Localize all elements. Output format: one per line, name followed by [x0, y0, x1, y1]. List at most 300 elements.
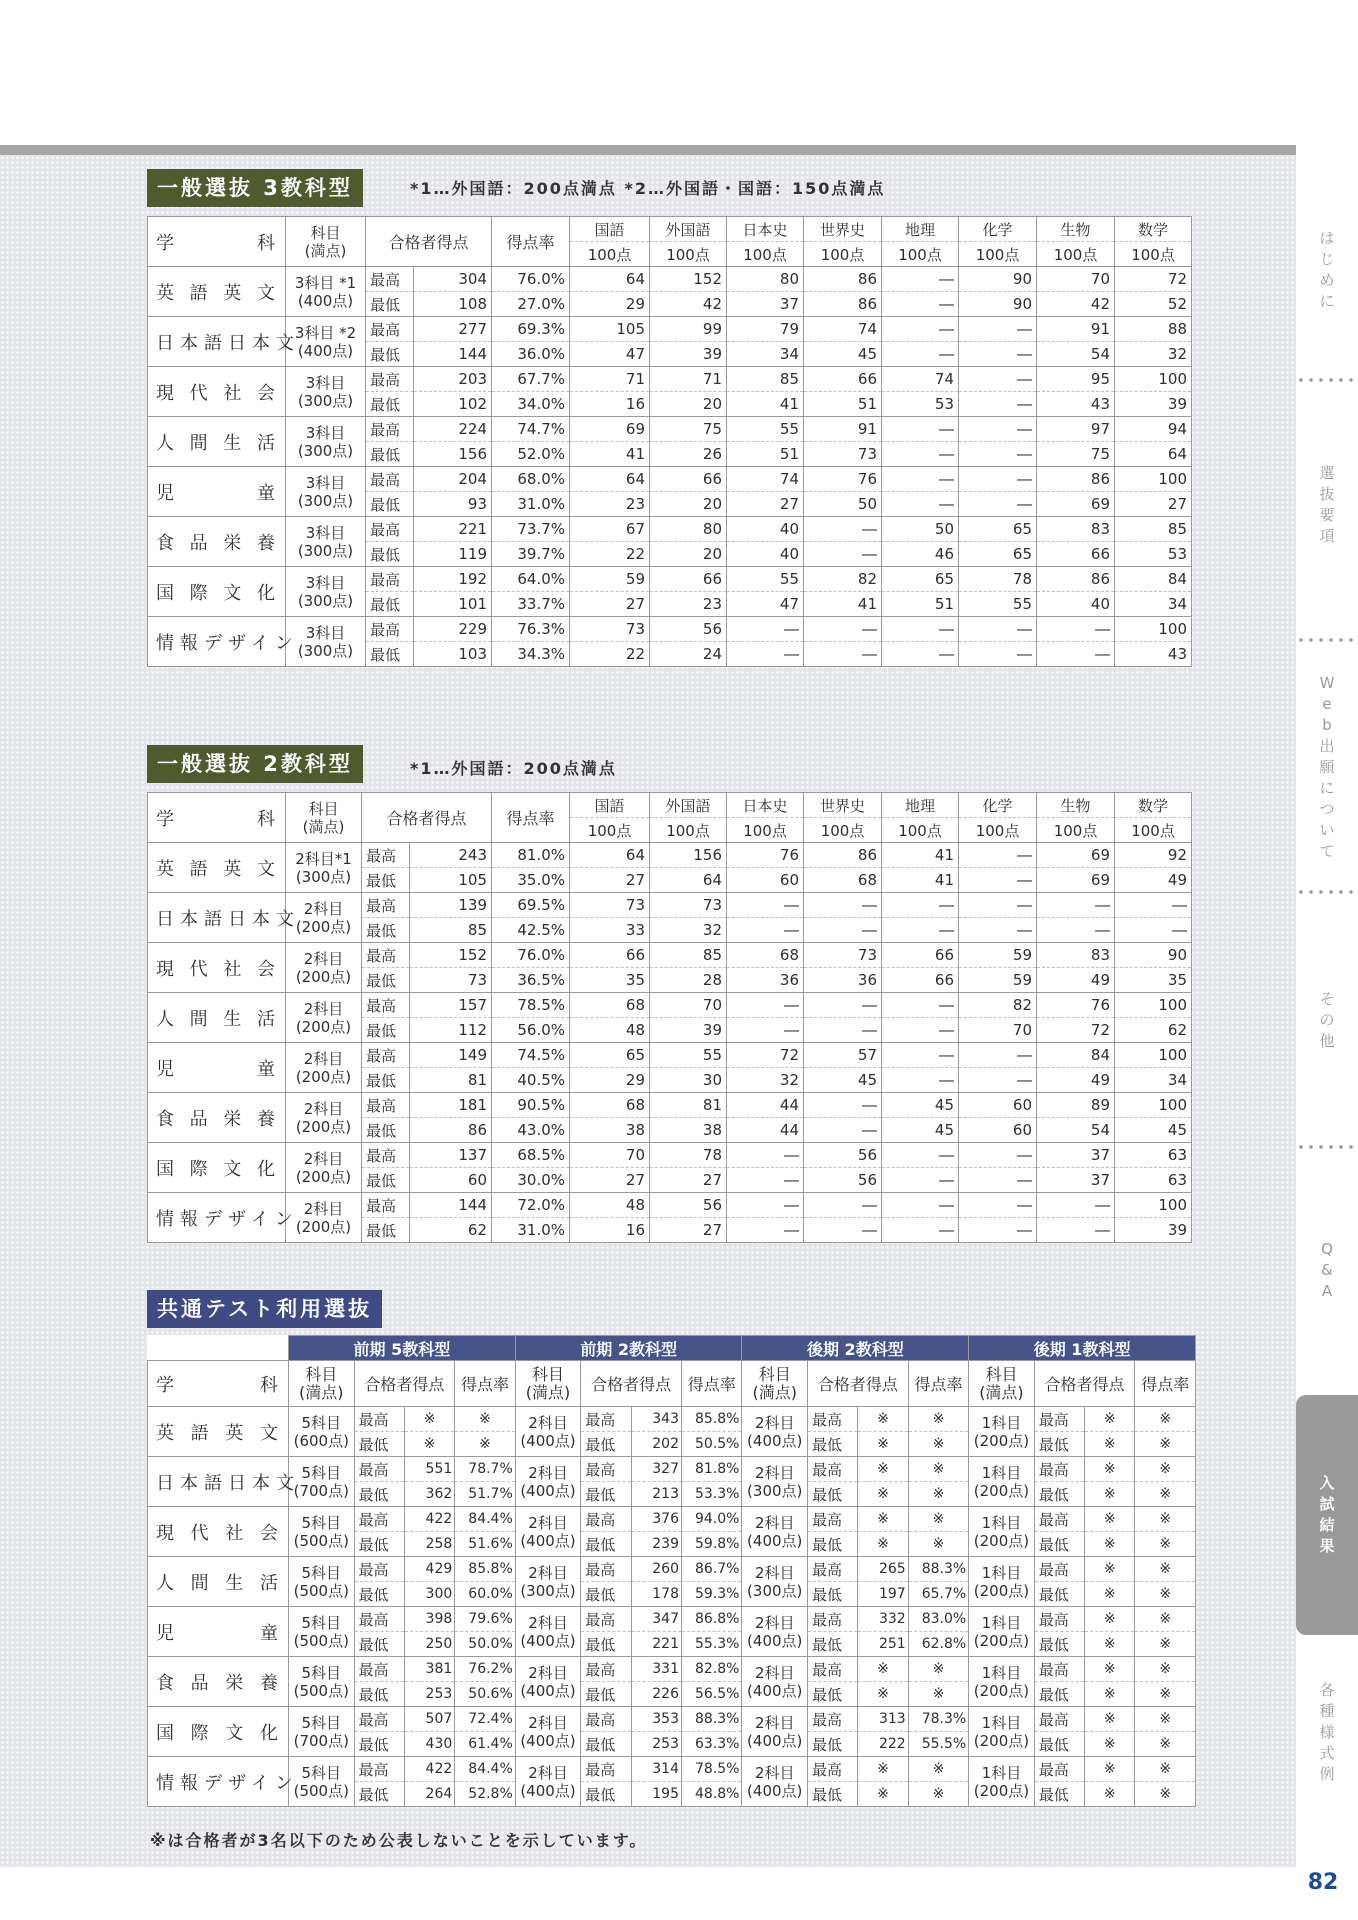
min-label: 最低 — [362, 868, 410, 893]
subject-count-label: 2科目 — [303, 1049, 344, 1068]
subject-score-cell: 156 — [650, 843, 727, 868]
subject-score-cell: 49 — [1037, 968, 1115, 993]
nav-item-3[interactable] — [1296, 935, 1358, 1105]
subject-count-label: 1科目 — [981, 1513, 1022, 1532]
subject-score-cell: 64 — [1115, 442, 1192, 467]
subject-score-cell: 90 — [959, 267, 1037, 292]
score-cell: 62 — [410, 1218, 492, 1243]
rate-cell: ※ — [455, 1407, 515, 1432]
subject-score-cell: 34 — [1115, 1068, 1192, 1093]
subject-score-cell: 20 — [650, 542, 727, 567]
subject-count — [289, 1657, 354, 1707]
nav-item-4[interactable] — [1296, 1190, 1358, 1350]
rate-cell: 39.7% — [492, 542, 570, 567]
subject-count — [286, 567, 366, 617]
nav-item-label: 願 — [1319, 758, 1335, 776]
rate-cell: ※ — [908, 1457, 968, 1482]
subject-score-cell: 65 — [570, 1043, 650, 1068]
subject-score-cell: ― — [727, 1218, 804, 1243]
rate-cell: 88.3% — [908, 1557, 968, 1582]
subject-count-header — [289, 1361, 354, 1407]
subject-count-points: (700点) — [293, 1481, 349, 1500]
max-label: 最高 — [1034, 1557, 1084, 1582]
dept-name: 日本語日本文 — [148, 893, 286, 943]
rate-cell: 90.5% — [492, 1093, 570, 1118]
subject-score-cell: 76 — [727, 843, 804, 868]
min-label: 最低 — [1034, 1582, 1084, 1607]
nav-divider — [1296, 638, 1358, 642]
subject-score-cell: 86 — [804, 292, 882, 317]
subject-score-cell: 85 — [1115, 517, 1192, 542]
nav-item-label: は — [1319, 229, 1335, 247]
score-cell: 331 — [631, 1657, 681, 1682]
min-label: 最低 — [354, 1582, 404, 1607]
subject-header: 生物 — [1037, 217, 1115, 242]
subject-count-points: (400点) — [747, 1731, 803, 1750]
subject-score-cell: ― — [882, 1143, 959, 1168]
table-row — [148, 893, 1192, 918]
nav-item-label: て — [1319, 842, 1335, 860]
subject-score-cell: 20 — [650, 492, 727, 517]
subject-count — [286, 1143, 362, 1193]
subject-score-cell: ― — [959, 1193, 1037, 1218]
subject-count-points: (200点) — [973, 1631, 1030, 1650]
nav-item-2[interactable] — [1296, 630, 1358, 905]
rate-cell: 76.0% — [492, 267, 570, 292]
rate-header: 得点率 — [1135, 1361, 1196, 1407]
min-label: 最低 — [807, 1732, 857, 1757]
subject-score-cell: 20 — [650, 392, 727, 417]
subject-score-cell: 54 — [1037, 342, 1115, 367]
rate-cell: 82.8% — [682, 1657, 742, 1682]
subject-header: 外国語 — [650, 793, 727, 818]
subject-score-cell: ― — [882, 442, 959, 467]
rate-cell: 36.0% — [492, 342, 570, 367]
dept-name: 情報デザイン — [148, 1193, 286, 1243]
max-label: 最高 — [807, 1607, 857, 1632]
score-cell: ※ — [1085, 1582, 1135, 1607]
subject-score-cell: ― — [727, 1143, 804, 1168]
subject-score-cell: 76 — [1037, 993, 1115, 1018]
rate-cell: 34.3% — [492, 642, 570, 667]
table-row — [148, 1457, 1196, 1482]
table-row — [148, 1507, 1196, 1532]
nav-item-5[interactable] — [1296, 1395, 1358, 1635]
subject-score-cell: 66 — [570, 943, 650, 968]
rate-cell: 42.5% — [492, 918, 570, 943]
score-cell: 178 — [631, 1582, 681, 1607]
subject-score-cell: ― — [882, 1168, 959, 1193]
max-label: 最高 — [362, 993, 410, 1018]
subject-header: 化学 — [959, 217, 1037, 242]
rate-cell: 36.5% — [492, 968, 570, 993]
score-cell: 81 — [410, 1068, 492, 1093]
subject-score-cell: 57 — [804, 1043, 882, 1068]
subject-count — [515, 1557, 580, 1607]
subject-score-cell: ― — [959, 1068, 1037, 1093]
min-label: 最低 — [807, 1482, 857, 1507]
score-cell: 422 — [404, 1757, 454, 1782]
score-cell: 197 — [858, 1582, 908, 1607]
subject-score-cell: ― — [882, 492, 959, 517]
subject-score-cell: 69 — [570, 417, 650, 442]
subject-count-points: (200点) — [973, 1781, 1030, 1800]
dept-name: 児童 — [148, 467, 286, 517]
subject-header: 日本史 — [727, 793, 804, 818]
nav-item-1[interactable] — [1296, 420, 1358, 590]
subject-score-cell: 82 — [804, 567, 882, 592]
min-label: 最低 — [581, 1532, 631, 1557]
subject-score-cell: ― — [882, 642, 959, 667]
subject-score-cell: ― — [959, 442, 1037, 467]
subject-count-label: 5科目 — [301, 1513, 342, 1532]
subject-score-cell: 30 — [650, 1068, 727, 1093]
subject-score-cell: ― — [959, 342, 1037, 367]
subject-score-cell: 100 — [1115, 1093, 1192, 1118]
subject-count-points: (500点) — [293, 1581, 349, 1600]
score-cell: 422 — [404, 1507, 454, 1532]
subject-score-cell: 39 — [650, 342, 727, 367]
score-cell: 86 — [410, 1118, 492, 1143]
subject-score-cell: 44 — [727, 1093, 804, 1118]
subject-count-header — [286, 217, 366, 267]
subject-score-cell: 83 — [1037, 943, 1115, 968]
subject-header-label: 科目 — [305, 1364, 338, 1384]
subject-count-label: 2科目 — [528, 1763, 568, 1782]
subject-score-cell: 91 — [1037, 317, 1115, 342]
nav-item-label: 項 — [1319, 527, 1335, 545]
nav-item-label: い — [1319, 821, 1335, 839]
subject-score-cell: 38 — [570, 1118, 650, 1143]
rate-cell: 59.8% — [682, 1532, 742, 1557]
subject-score-cell: 42 — [1037, 292, 1115, 317]
max-label: 最高 — [1034, 1507, 1084, 1532]
section-title-common-test: 共通テスト利用選抜 — [147, 1290, 382, 1328]
subject-score-cell: 32 — [727, 1068, 804, 1093]
subject-count-label: 3科目 — [305, 623, 346, 642]
subject-header: 国語 — [570, 793, 650, 818]
subject-count-label: 2科目 — [754, 1463, 795, 1482]
subject-count — [742, 1607, 807, 1657]
rate-cell: 76.0% — [492, 943, 570, 968]
rate-cell: 50.5% — [682, 1432, 742, 1457]
max-label: 最高 — [354, 1657, 404, 1682]
subject-count-points: (200点) — [973, 1431, 1030, 1450]
rate-cell: 83.0% — [908, 1607, 968, 1632]
rate-cell: 72.0% — [492, 1193, 570, 1218]
subject-score-cell: 89 — [1037, 1093, 1115, 1118]
subject-score-cell: 39 — [650, 1018, 727, 1043]
subject-count-label: 1科目 — [981, 1713, 1022, 1732]
rate-cell: 78.5% — [492, 993, 570, 1018]
rate-cell: ※ — [908, 1532, 968, 1557]
dept-name: 国際文化 — [148, 1143, 286, 1193]
max-label: 最高 — [362, 843, 410, 868]
subject-score-cell: 73 — [804, 943, 882, 968]
min-label: 最低 — [1034, 1432, 1084, 1457]
subject-count-points: (200点) — [295, 1067, 352, 1086]
table-row — [148, 1043, 1192, 1068]
rate-cell: ※ — [1135, 1532, 1196, 1557]
subject-header: 世界史 — [804, 793, 882, 818]
rate-cell: 53.3% — [682, 1482, 742, 1507]
subject-score-cell: 53 — [1115, 542, 1192, 567]
points-header: 100点 — [959, 242, 1037, 267]
score-cell: 112 — [410, 1018, 492, 1043]
max-label: 最高 — [354, 1557, 404, 1582]
subject-score-cell: 66 — [650, 467, 727, 492]
subject-count-label: 2科目 — [754, 1713, 795, 1732]
subject-score-cell: ― — [959, 843, 1037, 868]
score-cell: ※ — [1085, 1782, 1135, 1807]
table-row — [148, 417, 1192, 442]
subject-score-cell: 90 — [959, 292, 1037, 317]
max-label: 最高 — [366, 317, 414, 342]
points-header: 100点 — [1037, 242, 1115, 267]
min-label: 最低 — [366, 392, 414, 417]
subject-score-cell: ― — [1037, 893, 1115, 918]
score-cell: 93 — [414, 492, 492, 517]
subject-score-cell: 76 — [804, 467, 882, 492]
min-label: 最低 — [366, 492, 414, 517]
subject-count — [289, 1507, 354, 1557]
dept-header: 学 科 — [148, 1361, 289, 1407]
min-label: 最低 — [362, 1068, 410, 1093]
subject-score-cell: ― — [959, 1168, 1037, 1193]
min-label: 最低 — [366, 342, 414, 367]
score-cell: 139 — [410, 893, 492, 918]
points-header: 100点 — [727, 242, 804, 267]
subject-score-cell: 52 — [1115, 292, 1192, 317]
subject-count-label: 2科目 — [754, 1413, 795, 1432]
subject-score-cell: ― — [959, 642, 1037, 667]
max-label: 最高 — [807, 1757, 857, 1782]
subject-score-cell: 36 — [804, 968, 882, 993]
nav-item-label: に — [1319, 779, 1335, 797]
max-label: 最高 — [362, 1143, 410, 1168]
max-label: 最高 — [366, 617, 414, 642]
subject-score-cell: ― — [882, 342, 959, 367]
score-cell: ※ — [858, 1532, 908, 1557]
dept-name: 人間生活 — [148, 417, 286, 467]
table-row — [148, 1557, 1196, 1582]
section-title-general-3: 一般選抜 3教科型 — [147, 169, 363, 207]
score-cell: ※ — [1085, 1457, 1135, 1482]
rate-cell: 50.6% — [455, 1682, 515, 1707]
nav-item-label: に — [1319, 292, 1335, 310]
rate-cell: 84.4% — [455, 1757, 515, 1782]
subject-score-cell: ― — [804, 517, 882, 542]
subject-count-points: (300点) — [520, 1581, 576, 1600]
subject-score-cell: 36 — [727, 968, 804, 993]
subject-header: 外国語 — [650, 217, 727, 242]
points-header: 100点 — [959, 818, 1037, 843]
max-label: 最高 — [581, 1507, 631, 1532]
rate-cell: ※ — [1135, 1732, 1196, 1757]
score-cell: 343 — [631, 1407, 681, 1432]
subject-score-cell: ― — [959, 417, 1037, 442]
score-cell: 73 — [410, 968, 492, 993]
subject-score-cell: 100 — [1115, 1193, 1192, 1218]
rate-cell: 56.0% — [492, 1018, 570, 1043]
rate-cell: ※ — [1135, 1507, 1196, 1532]
score-cell: 507 — [404, 1707, 454, 1732]
subject-score-cell: 72 — [1037, 1018, 1115, 1043]
score-cell: 398 — [404, 1607, 454, 1632]
score-cell: ※ — [1085, 1632, 1135, 1657]
subject-score-cell: 60 — [959, 1118, 1037, 1143]
subject-score-cell: 24 — [650, 642, 727, 667]
subject-count-points: (400点) — [520, 1731, 576, 1750]
subject-score-cell: 100 — [1115, 1043, 1192, 1068]
subject-score-cell: 70 — [1037, 267, 1115, 292]
rate-cell: 35.0% — [492, 868, 570, 893]
rate-cell: 88.3% — [682, 1707, 742, 1732]
min-label: 最低 — [581, 1582, 631, 1607]
dept-name: 国際文化 — [148, 567, 286, 617]
subject-score-cell: 48 — [570, 1018, 650, 1043]
max-label: 最高 — [362, 1093, 410, 1118]
nav-item-label: 果 — [1319, 1537, 1335, 1555]
dept-name: 日本語日本文 — [148, 317, 286, 367]
subject-score-cell: 56 — [650, 617, 727, 642]
min-label: 最低 — [581, 1632, 631, 1657]
subject-score-cell: ― — [959, 1218, 1037, 1243]
rate-cell: 73.7% — [492, 517, 570, 542]
score-cell: 202 — [631, 1432, 681, 1457]
score-cell: 85 — [410, 918, 492, 943]
rate-cell: ※ — [1135, 1632, 1196, 1657]
nav-item-6[interactable] — [1296, 1650, 1358, 1815]
subject-count-points: (200点) — [295, 1167, 352, 1186]
rate-cell: 78.5% — [682, 1757, 742, 1782]
min-label: 最低 — [354, 1432, 404, 1457]
score-cell: ※ — [858, 1507, 908, 1532]
rate-cell: 74.5% — [492, 1043, 570, 1068]
rate-cell: 79.6% — [455, 1607, 515, 1632]
subject-header-points: (満点) — [525, 1382, 571, 1402]
score-header: 合格者得点 — [807, 1361, 908, 1407]
subject-score-cell: 32 — [650, 918, 727, 943]
subject-score-cell: 45 — [882, 1093, 959, 1118]
subject-score-cell: 66 — [882, 943, 959, 968]
subject-score-cell: ― — [804, 1018, 882, 1043]
subject-count — [286, 1043, 362, 1093]
nav-item-label: & — [1321, 1260, 1333, 1279]
subject-count — [515, 1607, 580, 1657]
subject-score-cell: ― — [1037, 918, 1115, 943]
score-cell: 204 — [414, 467, 492, 492]
subject-score-cell: 51 — [727, 442, 804, 467]
subject-score-cell: ― — [882, 417, 959, 442]
score-cell: ※ — [858, 1432, 908, 1457]
rate-cell: ※ — [908, 1407, 968, 1432]
subject-score-cell: ― — [1115, 918, 1192, 943]
rate-cell: 68.0% — [492, 467, 570, 492]
rate-cell: 61.4% — [455, 1732, 515, 1757]
subject-count-points: (400点) — [747, 1681, 803, 1700]
subject-count-label: 2科目 — [754, 1663, 795, 1682]
subject-score-cell: 75 — [650, 417, 727, 442]
subject-score-cell: 82 — [959, 993, 1037, 1018]
subject-score-cell: ― — [882, 1043, 959, 1068]
max-label: 最高 — [362, 893, 410, 918]
subject-score-cell: 45 — [1115, 1118, 1192, 1143]
subject-score-cell: ― — [727, 1193, 804, 1218]
min-label: 最低 — [1034, 1732, 1084, 1757]
score-header: 合格者得点 — [581, 1361, 682, 1407]
subject-count-points: (200点) — [295, 1117, 352, 1136]
score-cell: 551 — [404, 1457, 454, 1482]
score-cell: ※ — [858, 1782, 908, 1807]
subject-score-cell: 32 — [1115, 342, 1192, 367]
score-header: 合格者得点 — [1034, 1361, 1135, 1407]
subject-count-label: 2科目*1 — [295, 849, 352, 868]
subject-score-cell: ― — [882, 1193, 959, 1218]
subject-count-points: (400点) — [520, 1681, 576, 1700]
subject-score-cell: 27 — [570, 868, 650, 893]
score-cell: 251 — [858, 1632, 908, 1657]
points-header: 100点 — [1115, 818, 1192, 843]
rate-cell: 51.7% — [455, 1482, 515, 1507]
subject-score-cell: 91 — [804, 417, 882, 442]
min-label: 最低 — [366, 442, 414, 467]
rate-cell: ※ — [1135, 1757, 1196, 1782]
subject-score-cell: 56 — [804, 1168, 882, 1193]
subject-score-cell: 23 — [650, 592, 727, 617]
subject-count-label: 2科目 — [528, 1413, 568, 1432]
score-cell: ※ — [858, 1657, 908, 1682]
subject-count-points: (400点) — [520, 1531, 576, 1550]
nav-item-label: 選 — [1319, 464, 1335, 482]
min-label: 最低 — [354, 1532, 404, 1557]
subject-count-points: (200点) — [295, 1017, 352, 1036]
subject-count — [742, 1457, 807, 1507]
subject-score-cell: 47 — [570, 342, 650, 367]
rate-cell: 67.7% — [492, 367, 570, 392]
subject-score-cell: 55 — [727, 567, 804, 592]
dept-name: 児童 — [148, 1043, 286, 1093]
subject-header-label: 科目 — [532, 1364, 565, 1384]
subject-score-cell: ― — [882, 267, 959, 292]
subject-score-cell: 74 — [727, 467, 804, 492]
subject-count — [969, 1607, 1034, 1657]
page-number: 82 — [1307, 1870, 1339, 1895]
score-cell: 195 — [631, 1782, 681, 1807]
min-label: 最低 — [354, 1482, 404, 1507]
subject-score-cell: 75 — [1037, 442, 1115, 467]
subject-score-cell: ― — [727, 993, 804, 1018]
subject-score-cell: 35 — [570, 968, 650, 993]
nav-item-0[interactable] — [1296, 155, 1358, 385]
subject-score-cell: 29 — [570, 292, 650, 317]
rate-cell: 81.0% — [492, 843, 570, 868]
subject-count — [286, 267, 366, 317]
subject-score-cell: ― — [959, 317, 1037, 342]
subject-count-label: 5科目 — [301, 1663, 342, 1682]
rate-cell: 33.7% — [492, 592, 570, 617]
rate-header: 得点率 — [682, 1361, 742, 1407]
rate-cell: 69.5% — [492, 893, 570, 918]
subject-count-points: (400点) — [520, 1481, 576, 1500]
subject-score-cell: ― — [804, 1093, 882, 1118]
subject-score-cell: 27 — [650, 1168, 727, 1193]
subject-score-cell: ― — [882, 918, 959, 943]
subject-score-cell: 27 — [1115, 492, 1192, 517]
subject-score-cell: 59 — [570, 567, 650, 592]
min-label: 最低 — [1034, 1482, 1084, 1507]
subject-header: 生物 — [1037, 793, 1115, 818]
